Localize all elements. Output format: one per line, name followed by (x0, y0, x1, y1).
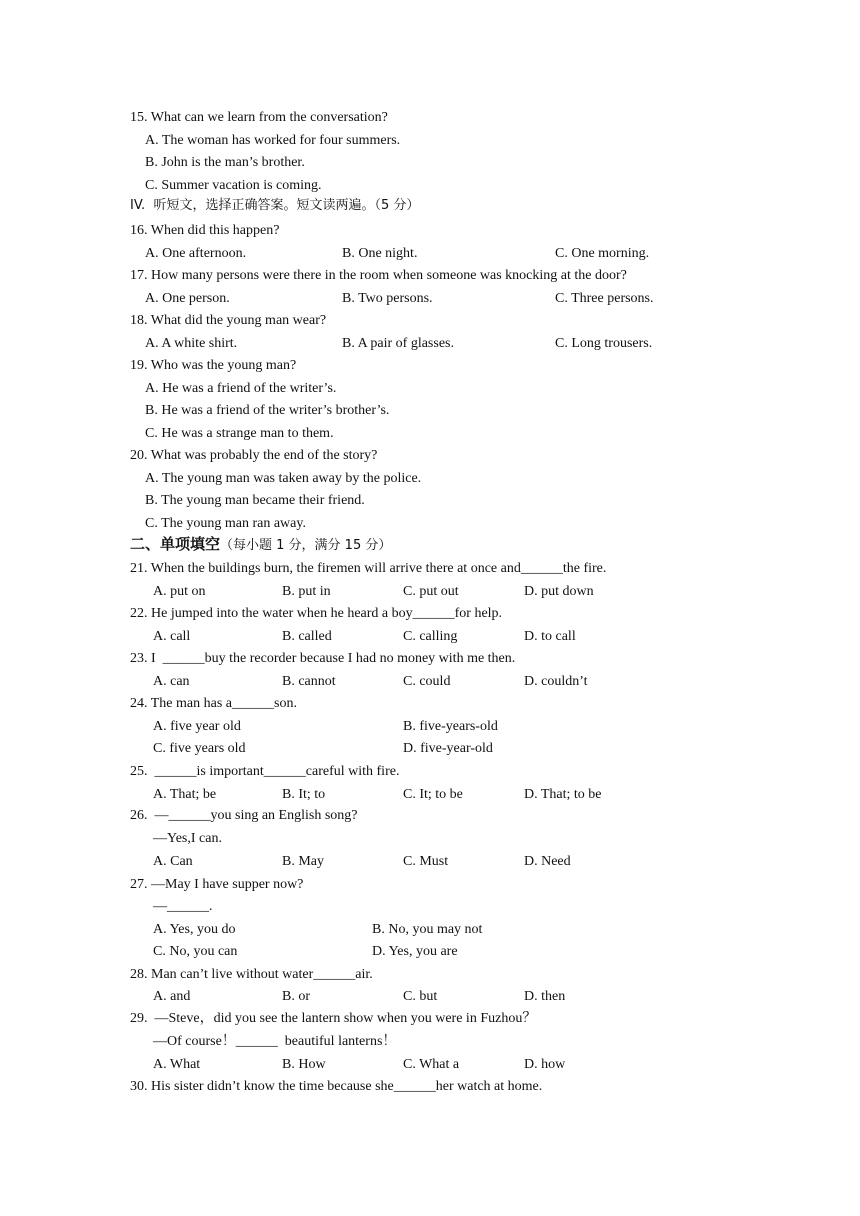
question-23-option-b: B. cannot (282, 674, 336, 689)
question-16-stem: 16. When did this happen? (130, 223, 280, 238)
question-21-option-c: C. put out (403, 584, 459, 599)
question-27-option-a: A. Yes, you do (153, 922, 236, 937)
question-17-option-b: B. Two persons. (342, 291, 433, 306)
question-27-option-c: C. No, you can (153, 944, 238, 959)
question-28-option-d: D. then (524, 989, 566, 1004)
question-26-stem: 26. —______you sing an English song? (130, 808, 358, 823)
section-2-note: （每小题 1 分，满分 15 分） (220, 538, 392, 553)
question-28-stem: 28. Man can’t live without water______air. (130, 967, 373, 982)
question-27-option-d: D. Yes, you are (372, 944, 458, 959)
question-25-stem: 25. ______is important______careful with fire. (130, 764, 400, 779)
question-21-option-b: B. put in (282, 584, 331, 599)
question-18-option-c: C. Long trousers. (555, 336, 653, 351)
question-30-stem: 30. His sister didn’t know the time because she______her watch at home. (130, 1079, 543, 1094)
question-28-option-a: A. and (153, 989, 191, 1004)
question-20-option-a: A. The young man was taken away by the police. (145, 471, 422, 486)
question-17-stem: 17. How many persons were there in the room when someone was knocking at the door? (130, 268, 627, 283)
question-20-option-b: B. The young man became their friend. (145, 493, 365, 508)
question-25-option-b: B. It; to (282, 787, 326, 802)
question-21-stem: 21. When the buildings burn, the firemen will arrive there at once and______the fire. (130, 561, 607, 576)
question-20-stem: 20. What was probably the end of the story? (130, 448, 378, 463)
question-28-option-b: B. or (282, 989, 310, 1004)
question-19-option-c: C. He was a strange man to them. (145, 426, 334, 441)
question-26-option-a: A. Can (153, 854, 193, 869)
question-16-option-b: B. One night. (342, 246, 418, 261)
question-24-option-b: B. five-years-old (403, 719, 498, 734)
section-2-title: 二、单项填空 (130, 535, 221, 553)
question-25-option-c: C. It; to be (403, 787, 463, 802)
question-24-option-a: A. five year old (153, 719, 241, 734)
question-16-option-c: C. One morning. (555, 246, 650, 261)
question-29-option-a: A. What (153, 1057, 201, 1072)
question-18-option-a: A. A white shirt. (145, 336, 238, 351)
question-26-reply: —Yes,I can. (153, 831, 222, 846)
section-2-heading (130, 535, 391, 555)
question-29-option-d: D. how (524, 1057, 566, 1072)
question-24-stem: 24. The man has a______son. (130, 696, 297, 711)
question-24-option-d: D. five-year-old (403, 741, 493, 756)
question-23-stem: 23. I ______buy the recorder because I had no money with me then. (130, 651, 516, 666)
question-29-option-b: B. How (282, 1057, 326, 1072)
question-23-option-a: A. can (153, 674, 190, 689)
question-15-option-a: A. The woman has worked for four summers. (145, 133, 401, 148)
question-17-option-c: C. Three persons. (555, 291, 654, 306)
question-22-option-c: C. calling (403, 629, 458, 644)
question-23-option-c: C. could (403, 674, 451, 689)
question-20-option-c: C. The young man ran away. (145, 516, 306, 531)
question-15-option-b: B. John is the man’s brother. (145, 155, 305, 170)
question-18-option-b: B. A pair of glasses. (342, 336, 454, 351)
question-15-stem: 15. What can we learn from the conversation? (130, 110, 388, 125)
question-23-option-d: D. couldn’t (524, 674, 588, 689)
question-19-option-b: B. He was a friend of the writer’s brother’s. (145, 403, 390, 418)
question-27-stem: 27. —May I have supper now? (130, 877, 304, 892)
question-19-stem: 19. Who was the young man? (130, 358, 297, 373)
question-26-option-c: C. Must (403, 854, 449, 869)
question-16-option-a: A. One afternoon. (145, 246, 247, 261)
question-28-option-c: C. but (403, 989, 438, 1004)
question-22-stem: 22. He jumped into the water when he heard a boy______for help. (130, 606, 503, 621)
question-29-reply: —Of course！______ beautiful lanterns！ (153, 1034, 397, 1049)
question-19-option-a: A. He was a friend of the writer’s. (145, 381, 337, 396)
question-25-option-a: A. That; be (153, 787, 217, 802)
question-22-option-b: B. called (282, 629, 332, 644)
section-4-heading: IV. 听短文，选择正确答案。短文读两遍。（5 分） (130, 198, 420, 213)
question-25-option-d: D. That; to be (524, 787, 602, 802)
question-26-option-b: B. May (282, 854, 324, 869)
question-27-reply: —______. (153, 899, 213, 914)
question-29-option-c: C. What a (403, 1057, 460, 1072)
question-29-stem: 29. —Steve，did you see the lantern show when you were in Fuzhou？ (130, 1011, 537, 1026)
question-22-option-a: A. call (153, 629, 191, 644)
question-27-option-b: B. No, you may not (372, 922, 483, 937)
question-17-option-a: A. One person. (145, 291, 230, 306)
question-26-option-d: D. Need (524, 854, 571, 869)
question-24-option-c: C. five years old (153, 741, 246, 756)
question-21-option-a: A. put on (153, 584, 206, 599)
question-18-stem: 18. What did the young man wear? (130, 313, 327, 328)
question-21-option-d: D. put down (524, 584, 594, 599)
question-15-option-c: C. Summer vacation is coming. (145, 178, 322, 193)
question-22-option-d: D. to call (524, 629, 576, 644)
